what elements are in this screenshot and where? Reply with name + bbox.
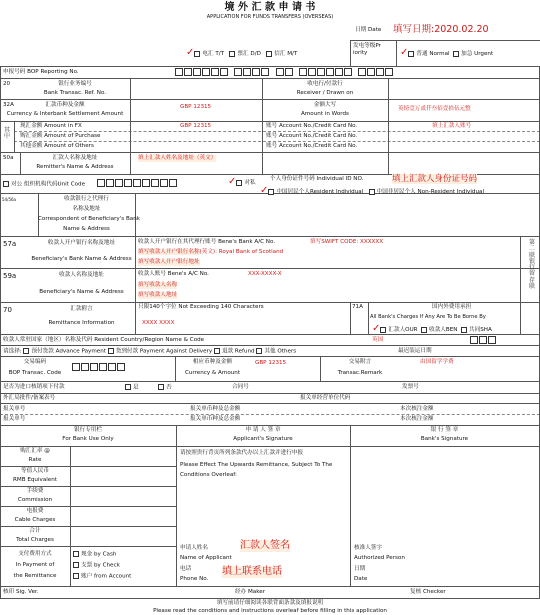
rmb-label-cn: 等值人民币: [21, 468, 49, 474]
payment-method-label-1: 支付费用方式: [18, 551, 52, 557]
country-value[interactable]: 英国: [372, 337, 384, 343]
account-label: 账户 from Account: [81, 573, 132, 580]
mt-label: 信汇 M/T: [274, 51, 298, 57]
cash-checkbox[interactable]: [73, 551, 79, 557]
verify-amount-label-2: 本次核注金额: [400, 416, 434, 422]
rmb-label-en: RMB Equivalent: [13, 477, 57, 483]
customs-no-label-2: 报关单号: [3, 416, 26, 422]
cash-option: [73, 551, 116, 558]
phone-label-cn: 电话: [180, 566, 192, 572]
code-71a: 71A: [352, 304, 363, 310]
bank-ref-label-cn: 银行业务编号: [58, 81, 92, 87]
total-label-cn: 合计: [29, 528, 41, 534]
remittance-limit-label: 只限140个字位 Not Exceeding 140 Characters: [138, 304, 264, 310]
import-verify-label: 是否为进口核销项下付款: [3, 384, 65, 390]
others-label: 其他 Others: [264, 348, 297, 355]
form-title: 境 外 汇 款 申 请 书: [224, 2, 316, 13]
cable-label-cn: 电报费: [26, 508, 44, 514]
applicant-name-value[interactable]: 汇款人签名: [240, 540, 290, 551]
private-label: 对私: [244, 180, 256, 186]
customs-unit-label: 报关单经营单位代码: [300, 395, 351, 401]
priority-label: 发电等级Pr iority: [353, 43, 381, 57]
resident-option: [260, 185, 484, 197]
import-verify-options: [125, 384, 172, 391]
total-label-en: Total Charges: [16, 537, 54, 543]
bene-bank-label-en: Beneficiary's Bank Name & Address: [31, 256, 132, 262]
bank-date-label-cn: 日期: [354, 566, 366, 572]
approval-no-label: 外汇局批件/备案表号: [3, 395, 56, 401]
payment-method-label-2: In Payment of: [15, 562, 55, 568]
dd-label: 票汇 D/D: [237, 51, 261, 57]
authorized-label-en: Authorized Person: [354, 555, 405, 561]
account-label-2: 账号 Account No./Credit Card No.: [266, 133, 358, 139]
bop-code-label-cn: 交易编码: [23, 359, 47, 365]
correspondent-label-1: 收款银行之代理行: [64, 196, 109, 202]
bank-date-label-en: Date: [354, 576, 368, 582]
corp-checkbox[interactable]: [3, 181, 9, 187]
org-code-label: 组织机构代码Unit Code: [23, 181, 86, 188]
rate-label-en: Rate: [28, 457, 42, 463]
nonresident-checkbox[interactable]: [369, 189, 375, 195]
normal-label: 普通 Normal: [416, 51, 450, 57]
customs-no-label-1: 报关单号: [3, 406, 26, 412]
yes-label: 是: [133, 384, 139, 391]
urgent-label: 加急 Urgent: [461, 51, 494, 57]
country-label: 收款人常驻国家（地区）名称及代码 Resident Country/Region Name & Code: [3, 337, 205, 343]
code-50a: 50a: [3, 155, 14, 161]
code-20: 20: [3, 81, 11, 87]
currency-amount-value[interactable]: GBP 12315: [180, 104, 212, 110]
checkmark-icon: ✓: [186, 47, 195, 58]
txn-remark-label-en: Transac.Remark: [337, 370, 383, 376]
notice-line-3: Conditions Overleaf:: [180, 472, 237, 478]
phone-value[interactable]: 填上联系电话: [222, 566, 282, 577]
receiver-label-cn: 收电行/付款行: [307, 81, 343, 87]
sig-verify-label: 核印 Sig. Ver.: [3, 589, 39, 595]
fee-options: [372, 323, 492, 335]
id-number-value[interactable]: 填上汇款人身份证号码: [392, 174, 478, 184]
account-label-1: 账号 Account No./Credit Card No.: [266, 123, 358, 129]
refund-checkbox[interactable]: [214, 348, 220, 354]
refund-label: 退款 Refund: [221, 348, 255, 355]
bene-bank-label-cn: 收款人开户银行名称及地址: [47, 240, 116, 246]
account-label-3: 账号 Account No./Credit Card No.: [266, 143, 358, 149]
advance-checkbox[interactable]: [23, 348, 29, 354]
customs-total-label-2: 报关单币种及总金额: [190, 416, 241, 422]
account-option: [73, 573, 131, 580]
delivery-checkbox[interactable]: [108, 348, 114, 354]
corp-label: 对公: [11, 181, 23, 188]
checkmark-icon: ✓: [400, 47, 409, 58]
currency-label-en: Currency & Interbank Settlement Amount: [6, 111, 124, 117]
among-label: 其中: [3, 127, 10, 141]
bank-ref-label-en: Bank Transac. Ref. No.: [43, 90, 107, 96]
remittance-info-label-cn: 汇款附言: [70, 306, 93, 312]
account-checkbox[interactable]: [73, 573, 79, 579]
bene-bank-name-row: [138, 249, 283, 256]
bank-use-label-en: For Bank Use Only: [62, 436, 114, 442]
txn-remark-value[interactable]: 由国留学学费: [420, 359, 454, 365]
amount-words-label-en: Amount in Words: [301, 111, 349, 117]
tt-label: 电汇 T/T: [202, 51, 225, 57]
code-70: 70: [3, 306, 12, 314]
remittance-info-value[interactable]: XXXX XXXX: [142, 320, 175, 326]
bene-bank-name-hint: 填写收款人开户银行名称: [138, 249, 200, 255]
fx-amount-value[interactable]: GBP 12315: [180, 123, 212, 129]
bene-bank-acct-label: 收款人开户银行在其代理行账号 Bene's Bank A/C No.: [138, 239, 276, 245]
code-59a: 59a: [3, 272, 17, 280]
maker-label: 经办 Maker: [235, 589, 266, 595]
country-code-boxes[interactable]: [470, 336, 497, 347]
checkmark-icon: ✓: [260, 185, 269, 196]
remitter-account-value[interactable]: 填上汇款人账号: [432, 123, 472, 129]
copy-label: 第二联 银行留存联: [528, 239, 535, 291]
sha-label: 共同SHA: [469, 327, 492, 333]
dd-checkbox[interactable]: [229, 51, 235, 57]
urgent-checkbox[interactable]: [453, 51, 459, 57]
method-row: [186, 47, 297, 59]
correspondent-label-2: 名称及地址: [72, 206, 101, 212]
bop-label: 申报号码 BOP Reporting No.: [3, 69, 79, 75]
other-amount-label: 其他金额 Amount of Others: [20, 143, 94, 149]
bene-bank-address-hint[interactable]: 填写收款人开户银行地址: [138, 259, 200, 265]
correspondent-label-3: Correspondent of Beneficiary's Bank: [38, 216, 140, 222]
txn-amount-value[interactable]: GBP 12315: [255, 360, 287, 366]
normal-checkbox[interactable]: [408, 51, 414, 57]
payment-type-label: 请选择:: [3, 348, 22, 355]
remitter-name-value[interactable]: 填上汇款人姓名及地址（英文）: [138, 155, 217, 161]
bene-acct-label: 收款人账号 Bene's A/C No.: [138, 271, 209, 277]
checker-label: 复核 Checker: [410, 589, 446, 595]
org-code-boxes[interactable]: [97, 179, 178, 190]
no-checkbox[interactable]: [158, 384, 164, 390]
sha-checkbox[interactable]: [461, 327, 467, 333]
bank-sig-label-en: Bank's Signature: [420, 436, 469, 442]
corp-option: [3, 181, 85, 188]
id-number-label: 个人身份证件号码 Individual ID NO.: [270, 176, 364, 182]
bene-name-hint[interactable]: 填写收款人名称: [138, 282, 178, 288]
applicant-name-label-en: Name of Applicant: [180, 555, 232, 561]
payment-method-label-3: the Remittance: [13, 573, 57, 579]
cash-label: 现金 by Cash: [81, 551, 117, 558]
check-checkbox[interactable]: [73, 562, 79, 568]
bene-bank-name-value[interactable]: (英文): Royal Bank of Scotland: [199, 249, 284, 255]
no-label: 否: [166, 384, 172, 391]
tt-checkbox[interactable]: [194, 51, 200, 57]
bene-label-en: Beneficiary's Name & Address: [39, 289, 124, 295]
verify-amount-label-1: 本次核注金额: [400, 406, 434, 412]
ben-label: 收款人BEN: [429, 327, 458, 333]
latest-shipment-label: 最迟装运日期: [398, 348, 432, 354]
checkmark-icon: ✓: [228, 176, 237, 187]
check-option: [73, 562, 120, 569]
code-56a: 54/56a: [2, 197, 16, 202]
remittance-info-label-en: Remittance Information: [48, 320, 115, 326]
delivery-label: 货到付款 Payment Against Delivery: [115, 348, 213, 355]
correspondent-label-4: Name & Address: [63, 226, 110, 232]
nonresident-label: 中国非居民个人 Non-Resident Individual: [376, 189, 484, 195]
applicant-sig-label-cn: 申 请 人 签 章: [245, 427, 281, 433]
fee-text: All Bank's Charges If Any Are To Be Borne By: [370, 314, 486, 320]
phone-label-en: Phone No.: [180, 576, 209, 582]
txn-amount-label-cn: 相应币种及金额: [192, 359, 233, 365]
notice-line-1: 请按照贵行背页所列条款代办以上汇款并进行申报: [180, 450, 304, 456]
private-checkbox[interactable]: [236, 180, 242, 186]
resident-checkbox[interactable]: [268, 189, 274, 195]
bop-code-label-en: BOP Transac. Code: [8, 370, 62, 376]
ben-checkbox[interactable]: [421, 327, 427, 333]
our-label: 汇款人OUR: [388, 327, 418, 333]
bank-use-label-cn: 银行专用栏: [74, 427, 102, 433]
others-checkbox[interactable]: [256, 348, 262, 354]
authorized-label-cn: 核准人签字: [354, 545, 382, 551]
bank-sig-label-cn: 银 行 签 章: [430, 427, 459, 433]
advance-label: 预付货款 Advance Payment: [31, 348, 106, 355]
code-32a: 32A: [3, 102, 14, 108]
resident-label: 中国居民个人Resident Individual: [276, 189, 364, 195]
yes-checkbox[interactable]: [125, 384, 131, 390]
contract-no-label: 合同号: [232, 384, 249, 390]
bop-code-boxes[interactable]: [72, 363, 126, 374]
rate-label-cn: 购汇汇率 @: [20, 448, 50, 454]
footer-note-en: Please read the conditions and instructions overleaf before filling in this application: [153, 608, 387, 614]
our-checkbox[interactable]: [380, 327, 386, 333]
commission-label-en: Commission: [17, 497, 53, 503]
purchase-amount-label: 购汇金额 Amount of Purchase: [20, 133, 101, 139]
commission-label-cn: 手续费: [26, 488, 44, 494]
txn-remark-label-cn: 交易附言: [348, 359, 372, 365]
form-subtitle: APPLICATION FOR FUNDS TRANSFERS (OVERSEAS): [206, 14, 334, 20]
applicant-sig-label-en: Applicant's Signature: [233, 436, 293, 442]
check-label: 支票 by Check: [81, 562, 120, 569]
notice-line-2: Please Effect The Upwards Remittance, Subject To The: [180, 462, 333, 468]
bene-label-cn: 收款人名称及地址: [59, 272, 104, 278]
currency-label-cn: 汇款币种及金额: [45, 102, 85, 108]
mt-checkbox[interactable]: [266, 51, 272, 57]
remitter-label-en: Remitter's Name & Address: [36, 164, 114, 170]
code-57a: 57a: [3, 240, 17, 248]
remitter-label-cn: 汇款人名称及地址: [52, 155, 98, 161]
priority-options: [400, 47, 493, 59]
bene-acct-value[interactable]: XXX-XXXX-X: [248, 271, 282, 277]
fx-amount-label: 现汇金额 Amount in FX: [20, 123, 82, 129]
date-label: 日期 Date: [355, 27, 382, 33]
invoice-no-label: 发票号: [402, 384, 419, 390]
date-value[interactable]: 填写日期:2020.02.20: [393, 24, 489, 35]
footer-note-cn: 填写前请仔细阅读各联背面条款及填报说明: [216, 600, 324, 606]
txn-amount-label-en: Currency & Amount: [184, 370, 241, 376]
applicant-name-label-cn: 申请人姓名: [180, 545, 208, 551]
fee-label: 国内外费用承担: [432, 304, 472, 310]
payment-type-row: [3, 348, 296, 355]
private-option: [228, 176, 256, 188]
customs-total-label-1: 报关单币种及总金额: [190, 406, 241, 412]
amount-words-label-cn: 金额大写: [313, 102, 337, 108]
bene-address-hint[interactable]: 填写收款人地址: [138, 292, 178, 298]
cable-label-en: Cable Charges: [14, 517, 56, 523]
amount-words-value[interactable]: 英镑壹万贰仟叁佰壹拾伍元整: [398, 106, 471, 112]
checkmark-icon: ✓: [372, 323, 381, 334]
swift-value[interactable]: 填写SWIFT CODE: XXXXXX: [310, 239, 384, 245]
receiver-label-en: Receiver / Drawn on: [296, 90, 354, 96]
bop-number-boxes[interactable]: [175, 68, 394, 79]
